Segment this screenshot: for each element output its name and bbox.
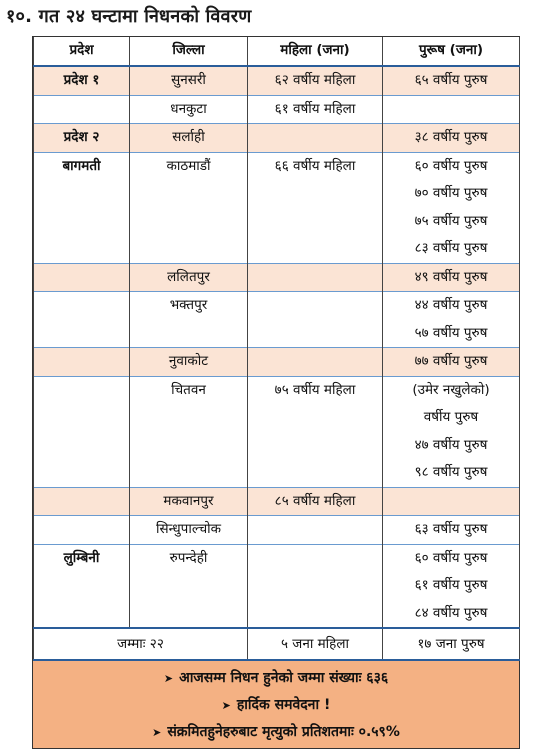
district-name: मकवानपुर — [163, 492, 214, 509]
cell-female — [248, 516, 383, 545]
cell-district — [130, 95, 248, 124]
female-entry — [248, 180, 382, 208]
male-entry: ६० वर्षीय पुरुष — [414, 549, 488, 566]
female-entry — [248, 292, 382, 320]
cell-district — [130, 348, 248, 377]
cell-province — [34, 66, 130, 95]
province-name: प्रदेश १ — [63, 72, 100, 88]
deaths-table — [33, 37, 520, 661]
cell-female — [248, 124, 383, 153]
cell-district — [130, 292, 248, 348]
header-male: पुरूष (जना) — [383, 37, 520, 66]
district-name: चितवन — [171, 381, 206, 398]
male-entry: ४४ वर्षीय पुरुष — [414, 297, 488, 313]
female-entry: ६२ वर्षीय महिला — [274, 72, 356, 88]
cell-province — [34, 292, 130, 348]
cell-province — [34, 487, 130, 516]
cell-province — [34, 263, 130, 292]
province-name — [34, 488, 129, 516]
cell-female — [248, 152, 383, 263]
header-district: जिल्ला — [130, 37, 248, 66]
male-entry: ६५ वर्षीय पुरुष — [414, 72, 488, 88]
cell-province — [34, 152, 130, 263]
page-title: १०. गत २४ घन्टामा निधनको विवरण — [6, 6, 252, 27]
cell-female — [248, 487, 383, 516]
female-entry: ६१ वर्षीय महिला — [274, 100, 356, 117]
table-header-row — [34, 37, 520, 66]
arrow-bullet-icon: ➤ — [152, 726, 162, 739]
table-row — [34, 292, 520, 348]
cell-province — [34, 124, 130, 153]
male-entry: ५७ वर्षीय पुरुष — [414, 324, 488, 341]
province-name — [34, 264, 129, 292]
total-label: जम्माः २२ — [34, 628, 248, 660]
male-entry: ६१ वर्षीय पुरुष — [414, 577, 488, 593]
summary-line — [33, 719, 519, 746]
female-entry — [248, 572, 382, 600]
female-entry: ७५ वर्षीय महिला — [274, 381, 356, 398]
cell-male — [383, 516, 520, 545]
district-name: भक्तपुर — [169, 297, 208, 313]
district-name: रुपन्देही — [169, 549, 208, 566]
female-entry — [248, 545, 382, 573]
district-name: धनकुटा — [170, 100, 207, 117]
cell-male — [383, 348, 520, 377]
cell-province — [34, 95, 130, 124]
table-row — [34, 516, 520, 545]
female-entry — [248, 348, 382, 376]
district-name: नुवाकोट — [168, 353, 209, 369]
summary-box — [33, 661, 519, 748]
cell-male — [383, 292, 520, 348]
cell-district — [130, 66, 248, 95]
cell-male — [383, 124, 520, 153]
summary-death-rate: संक्रमितहुनेहरुबाट मृत्युको प्रतिशतमाः ०.५९% — [167, 724, 400, 740]
cell-male — [383, 376, 520, 487]
female-entry: ८५ वर्षीय महिला — [274, 492, 356, 509]
deaths-table-container — [32, 36, 520, 749]
male-entry: ४९ वर्षीय पुरुष — [414, 268, 488, 285]
district-name: काठमाडौं — [166, 157, 211, 174]
cell-district — [130, 487, 248, 516]
female-entry — [248, 320, 382, 348]
total-male: १७ जना पुरुष — [383, 628, 520, 660]
cell-district — [130, 124, 248, 153]
cell-female — [248, 263, 383, 292]
cell-female — [248, 95, 383, 124]
table-row — [34, 544, 520, 628]
table-row — [34, 263, 520, 292]
cell-male — [383, 263, 520, 292]
table-row — [34, 95, 520, 124]
district-name: सुनसरी — [171, 72, 206, 88]
table-body — [34, 66, 520, 628]
table-row — [34, 487, 520, 516]
district-name: ललितपुर — [167, 268, 210, 285]
female-entry — [248, 208, 382, 236]
male-entry: ६० वर्षीय पुरुष — [414, 157, 488, 174]
province-name: लुम्बिनी — [63, 549, 100, 566]
province-name — [34, 516, 129, 544]
male-entry: ७७ वर्षीय पुरुष — [414, 353, 488, 369]
cell-female — [248, 348, 383, 377]
arrow-bullet-icon: ➤ — [221, 699, 231, 712]
table-row — [34, 152, 520, 263]
male-entry: ४७ वर्षीय पुरुष — [414, 436, 488, 453]
district-name: सिन्धुपाल्चोक — [155, 521, 222, 537]
total-row — [34, 628, 520, 660]
male-entry — [383, 96, 519, 124]
female-entry — [248, 124, 382, 152]
cell-female — [248, 66, 383, 95]
female-entry — [248, 404, 382, 432]
cell-province — [34, 376, 130, 487]
female-entry — [248, 432, 382, 460]
female-entry — [248, 264, 382, 292]
female-entry — [248, 516, 382, 544]
male-entry: ६३ वर्षीय पुरुष — [414, 521, 488, 537]
province-name: बागमती — [62, 157, 101, 174]
male-entry: ८३ वर्षीय पुरुष — [414, 240, 488, 256]
district-name: सर्लाही — [172, 129, 205, 145]
province-name — [34, 377, 129, 405]
female-entry — [248, 235, 382, 263]
male-entry — [383, 488, 519, 516]
table-row — [34, 348, 520, 377]
cell-female — [248, 292, 383, 348]
cell-district — [130, 516, 248, 545]
table-row — [34, 124, 520, 153]
cell-male — [383, 66, 520, 95]
male-entry: वर्षीय पुरुष — [423, 409, 479, 425]
cell-male — [383, 544, 520, 628]
female-entry — [248, 459, 382, 487]
male-entry: ८४ वर्षीय पुरुष — [414, 604, 488, 621]
cell-province — [34, 348, 130, 377]
male-entry: ७५ वर्षीय पुरुष — [414, 212, 488, 229]
cell-province — [34, 544, 130, 628]
province-name — [34, 292, 129, 320]
province-name — [34, 348, 129, 376]
male-entry: ७० वर्षीय पुरुष — [414, 185, 488, 201]
header-province: प्रदेश — [34, 37, 130, 66]
cell-male — [383, 152, 520, 263]
cell-district — [130, 263, 248, 292]
female-entry: ६६ वर्षीय महिला — [274, 157, 356, 174]
province-name — [34, 96, 129, 124]
summary-total-deaths: आजसम्म निधन हुनेको जम्मा संख्याः ६३६ — [179, 670, 389, 686]
male-entry: ९८ वर्षीय पुरुष — [414, 464, 488, 480]
province-name: प्रदेश २ — [63, 129, 100, 145]
summary-line — [33, 692, 519, 719]
cell-female — [248, 544, 383, 628]
arrow-bullet-icon: ➤ — [163, 672, 174, 685]
summary-line — [33, 665, 519, 692]
male-entry: (उमेर नखुलेको) — [412, 381, 490, 398]
table-row — [34, 66, 520, 95]
cell-district — [130, 544, 248, 628]
header-female: महिला (जना) — [248, 37, 383, 66]
table-row — [34, 376, 520, 487]
cell-male — [383, 487, 520, 516]
cell-district — [130, 376, 248, 487]
summary-condolence: हार्दिक समवेदना ! — [236, 697, 331, 713]
cell-province — [34, 516, 130, 545]
male-entry: ३८ वर्षीय पुरुष — [414, 129, 488, 145]
female-entry — [248, 600, 382, 628]
cell-female — [248, 376, 383, 487]
total-female: ५ जना महिला — [248, 628, 383, 660]
cell-male — [383, 95, 520, 124]
cell-district — [130, 152, 248, 263]
